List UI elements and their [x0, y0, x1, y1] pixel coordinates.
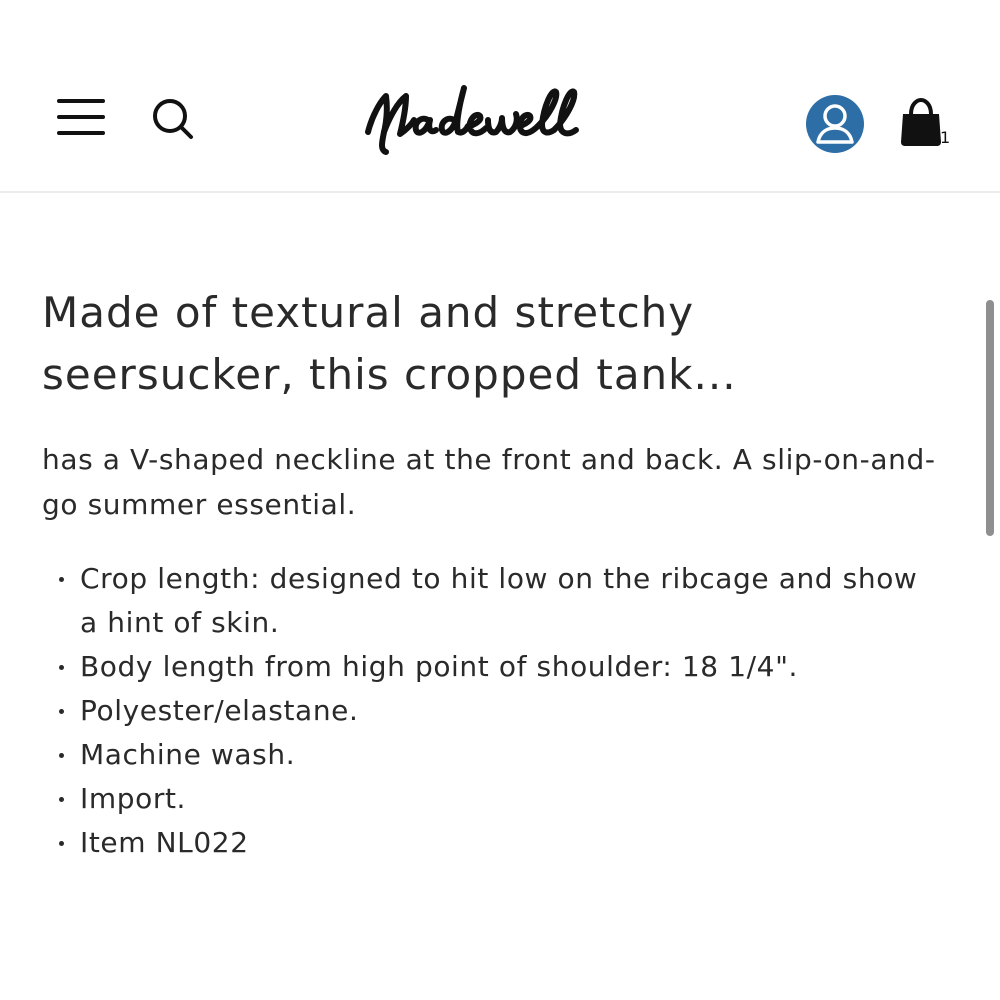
account-icon	[805, 94, 865, 154]
account-button[interactable]	[805, 94, 865, 154]
feature-text: Crop length: designed to hit low on the ribcage and show a hint of skin.	[80, 562, 918, 639]
bullet-icon	[59, 709, 64, 714]
bullet-icon	[59, 577, 64, 582]
site-header	[0, 0, 1000, 193]
feature-item	[42, 733, 920, 777]
bag-count-badge: 1	[940, 128, 951, 147]
feature-text: Import.	[80, 782, 187, 815]
feature-text: Body length from high point of shoulder: 18 1/4".	[80, 650, 799, 683]
feature-item	[42, 645, 920, 689]
menu-button[interactable]	[57, 97, 105, 137]
feature-text: Machine wash.	[80, 738, 296, 771]
feature-text: Item NL022	[80, 826, 249, 859]
bullet-icon	[59, 665, 64, 670]
feature-item	[42, 557, 920, 645]
bullet-icon	[59, 753, 64, 758]
feature-item	[42, 777, 920, 821]
feature-item	[42, 689, 920, 733]
search-button[interactable]	[150, 97, 196, 141]
search-icon	[150, 97, 196, 141]
bullet-icon	[59, 797, 64, 802]
description-intro: has a V-shaped neckline at the front and back. A slip-on-and-go summer essential.	[42, 443, 936, 521]
feature-item	[42, 821, 920, 865]
scrollbar-thumb[interactable]	[986, 300, 994, 536]
feature-list	[42, 557, 962, 865]
feature-text: Polyester/elastane.	[80, 694, 359, 727]
description-headline: Made of textural and stretchy seersucker, this cropped tank...	[42, 288, 737, 399]
madewell-logo[interactable]	[362, 80, 638, 160]
menu-icon	[57, 97, 105, 137]
bullet-icon	[59, 841, 64, 846]
product-description	[42, 282, 962, 865]
